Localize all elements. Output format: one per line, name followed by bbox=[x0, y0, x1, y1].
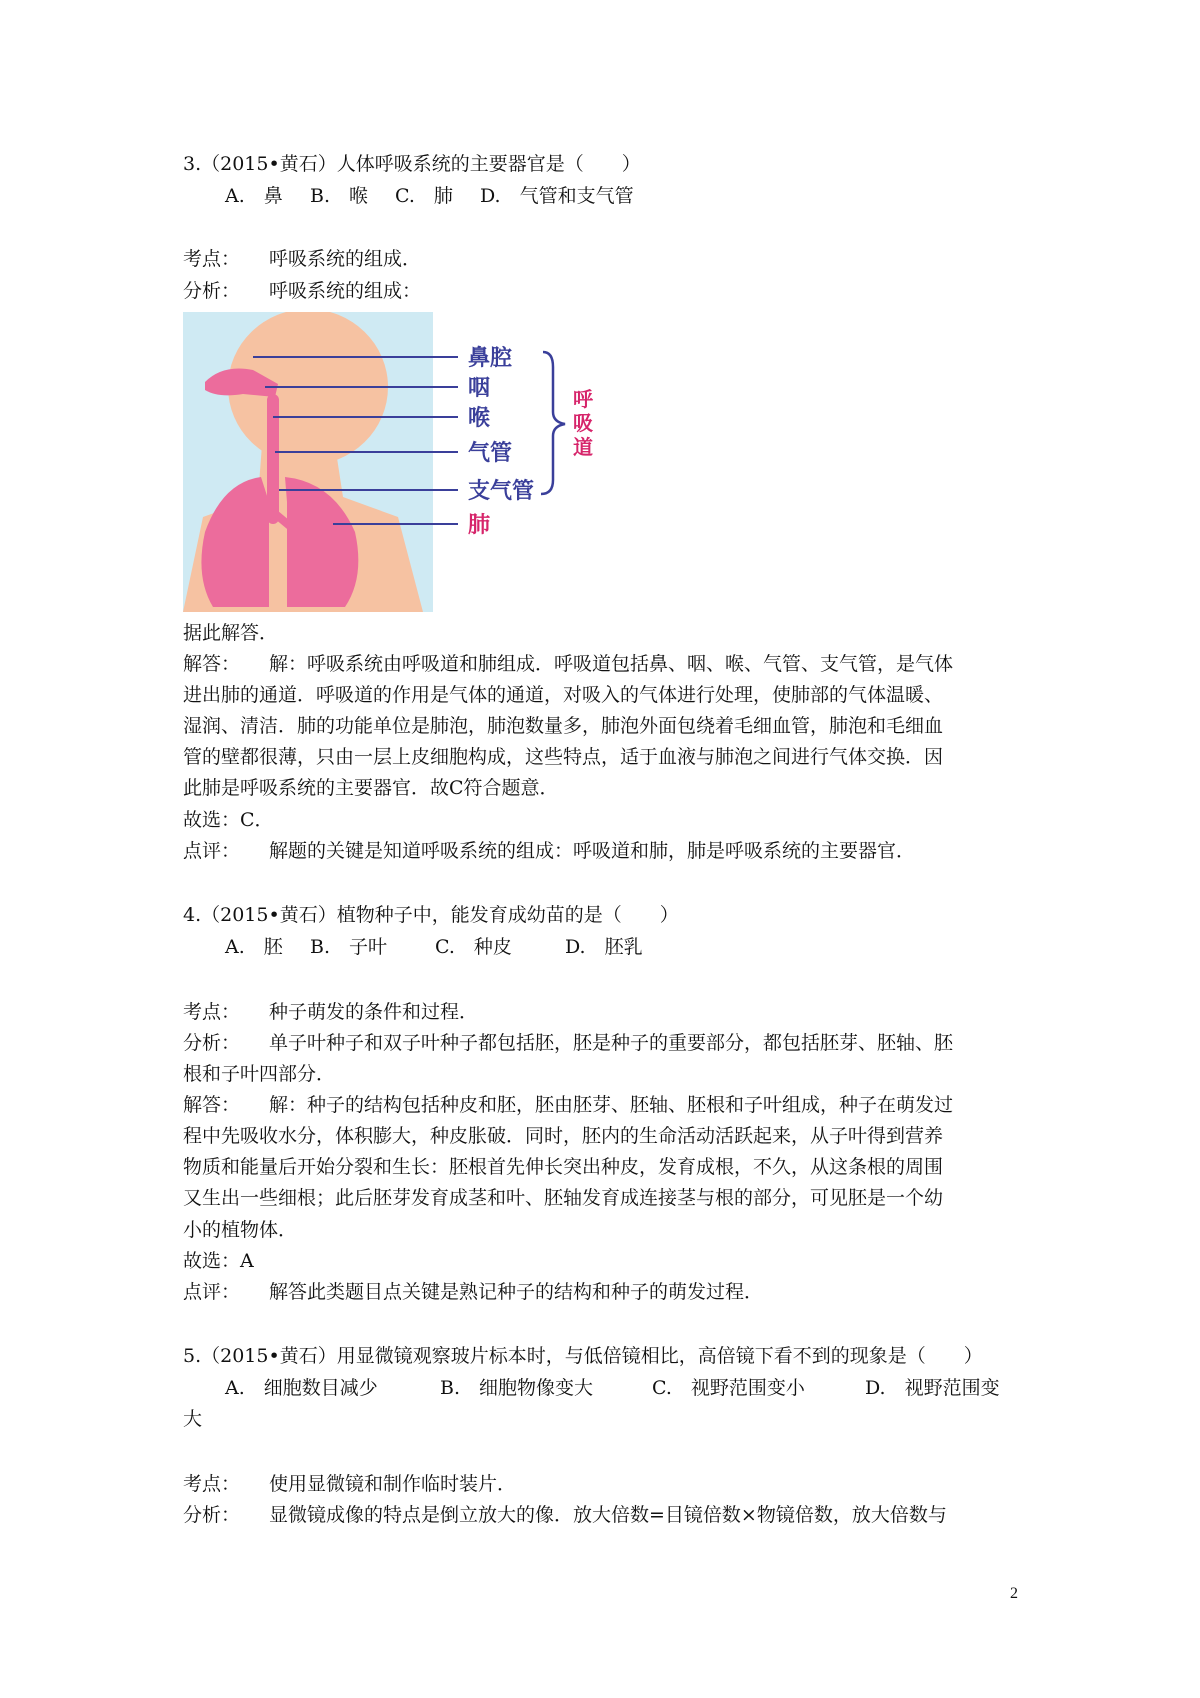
q3-jieda-4: 管的壁都很薄，只由一层上皮细胞构成，这些特点，适于血液与肺泡之间进行气体交换．因 bbox=[183, 746, 944, 768]
brace-char-3: 道 bbox=[573, 435, 593, 459]
q3-jieda-3: 湿润、清洁．肺的功能单位是肺泡，肺泡数量多，肺泡外面包绕着毛细血管，肺泡和毛细血 bbox=[183, 715, 944, 737]
q5-option-d: D. 视野范围变 bbox=[865, 1377, 1000, 1399]
q3-option-d: D. 气管和支气管 bbox=[480, 185, 634, 207]
q4-jieda-3: 物质和能量后开始分裂和生长：胚根首先伸长突出种皮，发育成根，不久，从这条根的周围 bbox=[183, 1156, 944, 1178]
respiratory-tract-label bbox=[573, 387, 594, 459]
q4-dianping: 点评： 解答此类题目点关键是熟记种子的结构和种子的萌发过程． bbox=[183, 1281, 764, 1303]
brace-char-2: 吸 bbox=[573, 411, 593, 435]
label-lung: 肺 bbox=[468, 513, 491, 538]
q3-stem: 3.（2015•黄石）人体呼吸系统的主要器官是（ ） bbox=[183, 153, 641, 175]
q4-fenxi-1: 分析： 单子叶种子和双子叶种子都包括胚，胚是种子的重要部分，都包括胚芽、胚轴、胚 bbox=[183, 1032, 954, 1054]
q5-option-a: A. 细胞数目减少 bbox=[225, 1377, 378, 1399]
q4-option-c: C. 种皮 bbox=[435, 936, 512, 958]
q5-kaodian: 考点： 使用显微镜和制作临时装片． bbox=[183, 1473, 517, 1495]
q4-fenxi-2: 根和子叶四部分． bbox=[183, 1063, 336, 1085]
q4-jieda-4: 又生出一些细根；此后胚芽发育成茎和叶、胚轴发育成连接茎与根的部分，可见胚是一个幼 bbox=[183, 1187, 944, 1209]
q3-option-a: A. 鼻 bbox=[225, 185, 283, 207]
label-nasal-cavity: 鼻腔 bbox=[468, 346, 513, 371]
label-trachea: 气管 bbox=[468, 441, 513, 466]
q3-jieda-1: 解答： 解：呼吸系统由呼吸道和肺组成．呼吸道包括鼻、咽、喉、气管、支气管，是气体 bbox=[183, 653, 954, 675]
q4-option-d: D. 胚乳 bbox=[565, 936, 643, 958]
q3-jieda-5: 此肺是呼吸系统的主要器官．故C符合题意． bbox=[183, 777, 559, 799]
q5-option-d-wrap: 大 bbox=[183, 1408, 203, 1430]
q4-kaodian: 考点： 种子萌发的条件和过程． bbox=[183, 1001, 479, 1023]
q4-option-b: B. 子叶 bbox=[310, 936, 388, 958]
page-number: 2 bbox=[1010, 1585, 1018, 1602]
q5-fenxi: 分析： 显微镜成像的特点是倒立放大的像．放大倍数=目镜倍数×物镜倍数，放大倍数与 bbox=[183, 1504, 947, 1526]
q5-option-b: B. 细胞物像变大 bbox=[440, 1377, 594, 1399]
label-pharynx: 咽 bbox=[468, 376, 491, 401]
brace-shape bbox=[541, 352, 565, 494]
label-larynx: 喉 bbox=[468, 406, 491, 431]
q3-option-b: B. 喉 bbox=[310, 185, 369, 207]
q3-fenxi: 分析： 呼吸系统的组成： bbox=[183, 280, 422, 302]
q4-jieda-5: 小的植物体． bbox=[183, 1219, 298, 1241]
q4-option-a: A. 胚 bbox=[225, 936, 283, 958]
q4-jieda-2: 程中先吸收水分，体积膨大，种皮胀破．同时，胚内的生命活动活跃起来，从子叶得到营养 bbox=[183, 1125, 944, 1147]
q3-judge: 据此解答． bbox=[183, 622, 279, 644]
q5-stem: 5.（2015•黄石）用显微镜观察玻片标本时，与低倍镜相比，高倍镜下看不到的现象是（ ） bbox=[183, 1345, 983, 1367]
q3-kaodian: 考点： 呼吸系统的组成． bbox=[183, 248, 422, 270]
brace-char-1: 呼 bbox=[573, 387, 593, 411]
label-bronchus: 支气管 bbox=[468, 479, 535, 504]
q3-answer: 故选：C． bbox=[183, 809, 274, 831]
q3-option-c: C. 肺 bbox=[395, 185, 453, 207]
q3-jieda-2: 进出肺的通道．呼吸道的作用是气体的通道，对吸入的气体进行处理，使肺部的气体温暖、 bbox=[183, 684, 944, 706]
q3-dianping: 点评： 解题的关键是知道呼吸系统的组成：呼吸道和肺，肺是呼吸系统的主要器官． bbox=[183, 840, 916, 862]
respiratory-system-diagram bbox=[183, 312, 653, 612]
q5-option-c: C. 视野范围变小 bbox=[652, 1377, 805, 1399]
q4-answer: 故选：A bbox=[183, 1250, 254, 1272]
q4-stem: 4.（2015•黄石）植物种子中，能发育成幼苗的是（ ） bbox=[183, 904, 679, 926]
q4-jieda-1: 解答： 解：种子的结构包括种皮和胚，胚由胚芽、胚轴、胚根和子叶组成，种子在萌发过 bbox=[183, 1094, 954, 1116]
